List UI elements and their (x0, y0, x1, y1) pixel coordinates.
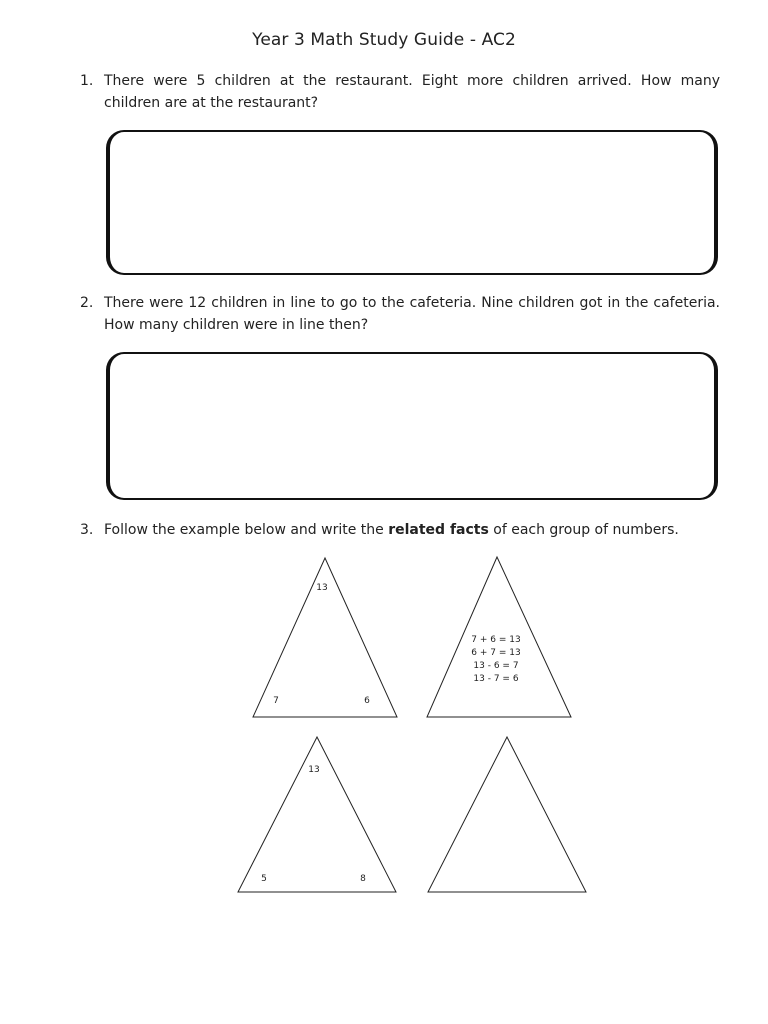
triangle-top-number: 13 (316, 583, 328, 593)
triangle-left-number: 5 (261, 874, 267, 884)
related-fact: 13 - 6 = 7 (473, 661, 519, 671)
related-fact: 7 + 6 = 13 (471, 635, 521, 645)
question-number: 3. (80, 522, 94, 538)
question-text: There were 12 children in line to go to the cafeteria. Nine children got in the cafeteria. How many children were in line then? (104, 295, 720, 333)
question-number: 2. (80, 295, 94, 311)
triangle-top-number: 13 (308, 765, 320, 775)
question-text-part: of each group of numbers. (488, 522, 679, 538)
triangle-left-number: 7 (273, 696, 279, 706)
question-text: There were 5 children at the restaurant. Eight more children arrived. How many children are at the restaurant? (104, 73, 720, 111)
fact-triangle-example-numbers (253, 558, 397, 717)
triangle-right-number: 8 (360, 874, 366, 884)
question-number: 1. (80, 73, 94, 89)
fact-triangle-example-facts (427, 557, 571, 717)
fact-triangle-answer[interactable] (428, 737, 586, 892)
fact-triangle-exercise-numbers (238, 737, 396, 892)
question-text-bold: related facts (388, 522, 489, 538)
page-title: Year 3 Math Study Guide - AC2 (252, 30, 516, 50)
related-fact: 13 - 7 = 6 (473, 674, 519, 684)
related-fact: 6 + 7 = 13 (471, 648, 521, 658)
question-text-part: Follow the example below and write the (104, 522, 389, 538)
triangle-right-number: 6 (364, 696, 370, 706)
